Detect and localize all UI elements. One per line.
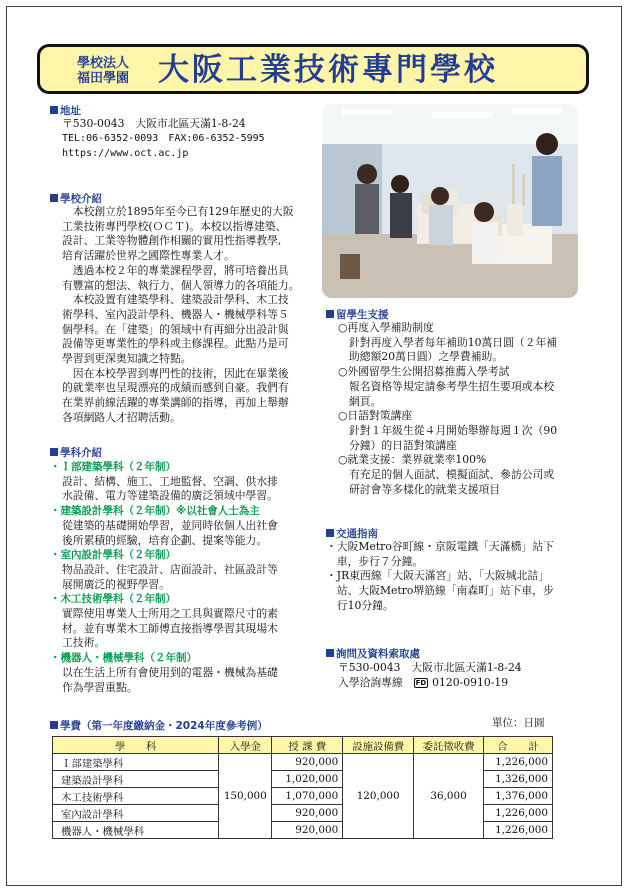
- intro-line: 各項網路人才招聘活動。: [62, 410, 181, 424]
- toll-free-icon: FD: [415, 679, 427, 687]
- intro-line: 培育活躍於世界之國際性專業人才。: [62, 249, 235, 263]
- access-line: 站、大阪Metro堺筋線「南森町」站下車，步: [326, 584, 554, 598]
- intro-line: 設計、工業等物體創作相關的實用性指導教學,: [62, 234, 282, 248]
- address-phone-fax: TEL:06-6352-0093 FAX:06-6352-5995: [62, 133, 265, 144]
- inquiry-heading: 詢問及資料索取處: [326, 646, 420, 661]
- department-title: ・木工技術學科（２年制）: [50, 593, 176, 606]
- fees-total: 1,226,000: [483, 822, 552, 839]
- department-description: 材。並有專業木工師傅直接指導學習其現場木: [62, 621, 278, 635]
- fees-tuition: 920,000: [272, 822, 343, 839]
- department-description: 後所累積的經驗，培育企劃、提案等能力。: [62, 533, 268, 547]
- fees-table: [52, 736, 553, 839]
- department-title: ・建築設計學科（２年制）※以社會人士為主: [50, 505, 260, 518]
- intro-line: 學習到更深奥知識之特點。: [62, 352, 192, 365]
- intro-line: 有豐富的想法、執行力、個人領導力的各項能力。: [62, 278, 300, 292]
- intro-line: 個學科。在「建築」的領域中有再細分出設計與: [62, 322, 289, 336]
- fees-heading: 學費（第一年度繳納金・2024年度參考例）: [50, 718, 268, 733]
- intro-line: 在業界前線活躍的專業講師的指導，再加上舉辦: [62, 396, 289, 410]
- support-item-description: 報名資格等規定請參考學生招生要項或本校: [349, 379, 555, 393]
- department-description: 水設備、電力等建築設備的廣泛領域中學習。: [62, 489, 278, 503]
- department-description: 工技術。: [62, 636, 106, 650]
- intro-line: 因在本校學習到專門性的技術，因此在畢業後: [62, 366, 289, 380]
- department-title: ・機器人・機械學科（２年制）: [50, 652, 197, 665]
- col-entrance-fee: 入學金: [219, 737, 272, 754]
- fees-tuition: 1,020,000: [272, 771, 343, 788]
- intro-line: 工業技術專門學校(ＯＣＴ)。本校以指導建築、: [62, 219, 287, 233]
- fees-tuition: 920,000: [272, 754, 343, 771]
- access-line: ・JR東西線「大阪天滿宮」站、「大阪城北詰」: [326, 569, 549, 583]
- col-commission-fee: 委託徵收費: [414, 737, 484, 754]
- col-department: 學 科: [53, 737, 219, 754]
- support-item-title: ○外國留學生公開招募推薦入學考試: [338, 365, 510, 379]
- support-item-title: ○日語對策講座: [338, 409, 413, 423]
- fees-total: 1,226,000: [483, 754, 552, 771]
- fees-total: 1,326,000: [483, 771, 552, 788]
- department-description: 從建築的基礎開始學習，並同時依個人出社會: [62, 518, 278, 532]
- col-tuition: 授 課 費: [272, 737, 343, 754]
- intro-line: 透過本校２年的專業課程學習，將可培養出具: [62, 263, 289, 277]
- support-item-title: ○就業支援：業界就業率100%: [338, 453, 487, 467]
- fees-unit: 單位：日圓: [492, 717, 545, 729]
- fees-department: 木工技術學科: [53, 788, 219, 805]
- department-title: ・Ｉ部建築學科（２年制）: [50, 461, 176, 473]
- support-heading: 留學生支援: [326, 307, 389, 322]
- col-facility-fee: 設施設備費: [343, 737, 414, 754]
- intro-line: 設備等更專業性的學科或主修課程。此點乃是可: [62, 337, 289, 351]
- fees-department: 建築設計學科: [53, 771, 219, 788]
- support-item-description: 有充足的個人面試、模擬面試、參訪公司或: [349, 468, 555, 481]
- intro-line: 本校創立於1895年至今已有129年歷史的大阪: [62, 205, 294, 218]
- school-name: 大阪工業技術專門學校: [158, 52, 498, 88]
- address-postal: 〒530-0043 大阪市北區天滿1-8-24: [62, 117, 246, 130]
- classroom-photo: [322, 104, 578, 298]
- department-title: ・室內設計學科（２年制）: [50, 549, 176, 562]
- title-banner: [37, 44, 589, 94]
- school-corporation-name: 學校法人 福田學園: [76, 56, 129, 86]
- inquiry-address: 〒530-0043 大阪市北區天滿1-8-24: [338, 661, 522, 674]
- col-total: 合 計: [483, 737, 552, 754]
- department-description: 作為學習重點。: [62, 680, 138, 694]
- access-line: 行10分鐘。: [326, 598, 394, 612]
- intro-line: 的就業率也呈現漂亮的成績而感到自豪。我們有: [62, 381, 289, 395]
- toll-free-number[interactable]: 0120-0910-19: [432, 676, 509, 689]
- department-description: 展開廣泛的視野學習。: [62, 577, 170, 591]
- support-item-description: 針對再度入學者每年補助10萬日圓（２年補: [349, 335, 558, 349]
- website-link[interactable]: https://www.oct.ac.jp: [62, 148, 189, 159]
- support-item-description: 針對１年級生從４月開始舉辦每週１次（90: [349, 423, 558, 437]
- fees-department: 室內設計學科: [53, 805, 219, 822]
- fees-total: 1,226,000: [483, 805, 552, 822]
- fees-header-row: [53, 737, 553, 754]
- fees-facility-fee: 120,000: [343, 754, 414, 839]
- departments-heading: 學科介紹: [50, 445, 102, 460]
- fees-department: Ｉ部建築學科: [53, 754, 219, 771]
- inquiry-phone: 入學洽詢專線 FD 0120-0910-19: [338, 676, 509, 689]
- department-description: 設計、結構、施工、工地監督、空調、供水排: [62, 474, 278, 488]
- intro-heading: 學校介紹: [50, 191, 102, 206]
- access-line: 車，步行７分鐘。: [326, 554, 424, 568]
- address-heading: 地址: [50, 103, 81, 118]
- department-description: 實際使用專業人士所用之工具與實際尺寸的素: [62, 607, 278, 620]
- department-description: 物品設計、住宅設計、店面設計、社區設計等: [62, 562, 278, 576]
- fees-department: 機器人・機械學科: [53, 822, 219, 839]
- support-item-description: 分鐘）的日語對策講座: [349, 438, 457, 452]
- support-item-description: 助總額20萬日圓）之學費補助。: [349, 350, 504, 364]
- access-heading: 交通指南: [326, 526, 378, 541]
- fees-tuition: 1,070,000: [272, 788, 343, 805]
- support-item-description: 網頁。: [349, 394, 382, 408]
- fees-commission-fee: 36,000: [414, 754, 484, 839]
- fees-tuition: 920,000: [272, 805, 343, 822]
- department-description: 以在生活上所有會使用到的電器・機械為基礎: [62, 665, 278, 679]
- support-item-title: ○再度入學補助制度: [338, 321, 434, 334]
- intro-line: 術學科、室內設計學科、機器人・機械學科等５: [62, 307, 289, 321]
- fees-row: [53, 754, 553, 771]
- support-item-description: 研討會等多樣化的就業支援項目: [349, 482, 501, 496]
- intro-line: 本校設置有建築學科、建築設計學科、木工技: [62, 293, 289, 307]
- fees-entrance-fee: 150,000: [219, 754, 272, 839]
- fees-total: 1,376,000: [483, 788, 552, 805]
- access-line: ・大阪Metro谷町線・京阪電鐵「天滿橋」站下: [326, 540, 554, 553]
